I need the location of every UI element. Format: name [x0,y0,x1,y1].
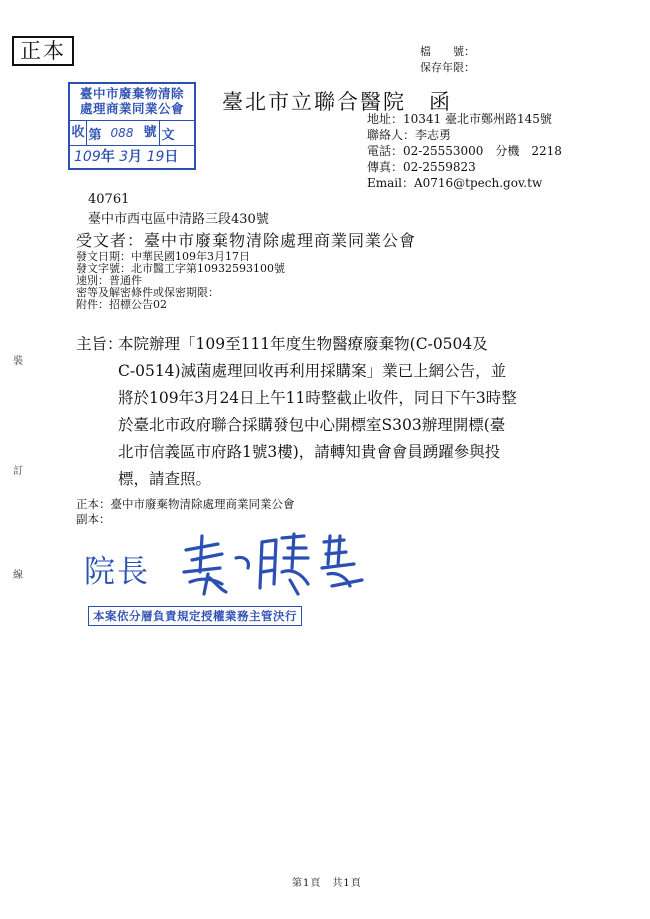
distribution [76,497,295,527]
receipt-stamp [68,82,196,170]
director-signature [178,528,368,600]
recipient-zip: 40761 [88,192,130,207]
delivery-speed: 速別：普通件 [76,274,142,287]
contact-email: Email：A0716@tpech.gov.tw [367,176,543,190]
attachment: 附件：招標公告02 [76,298,167,311]
recipient-address: 臺中市西屯區中清路三段430號 [88,212,269,227]
original-copy-mark: 正本 [12,36,74,66]
document-number: 發文字號：北市醫工字第10932593100號 [76,262,285,275]
authorization-stamp: 本案依分層負責規定授權業務主管決行 [88,606,302,626]
stamp-number: 088 [110,126,134,140]
stamp-month: 3 [119,149,129,165]
subject-line: 本院辦理「109至111年度生物醫療廢棄物(C-0504及 [118,335,488,353]
binding-mark-zhuang: 裝 [13,356,23,367]
subject-line: C-0514)滅菌處理回收再利用採購案」業已上網公告，並 [118,362,507,380]
subject-line: 於臺北市政府聯合採購發包中心開標室S303辦理開標(臺 [118,416,506,434]
contact-phone: 電話：02-25553000 分機 2218 [367,144,562,158]
stamp-hao-label: 號 [141,121,160,145]
subject-label: 主旨： [76,335,123,353]
stamp-month-label: 月 [128,149,143,165]
stamp-org [70,84,194,121]
file-number-label: 檔 號： [420,45,475,58]
stamp-org-line2: 處理商業同業公會 [79,101,184,116]
contact-fax: 傳真：02-2559823 [367,160,476,174]
document-meta [76,251,285,311]
stamp-number-row [70,121,194,146]
issue-date: 發文日期：中華民國109年3月17日 [76,250,250,263]
binding-mark-ding: 訂 [13,466,23,477]
main-recipient: 正本：臺中市廢棄物清除處理商業同業公會 [76,497,295,511]
page-indicator: 第1頁 共1頁 [292,878,362,889]
file-info [420,44,475,76]
recipient-name: 受文者：臺中市廢棄物清除處理商業同業公會 [76,231,417,250]
stamp-no-label: 第 [88,127,102,143]
stamp-org-line1: 臺中市廢棄物清除 [79,86,184,101]
stamp-day-label: 日 [164,149,179,165]
subject-line: 標，請查照。 [118,470,212,488]
stamp-day: 19 [146,149,165,165]
subject-line: 北市信義區市府路1號3樓)，請轉知貴會會員踴躍參與投 [118,443,501,461]
subject-section [76,331,576,493]
stamp-receive-label: 收 [70,121,87,145]
contact-block [367,111,562,191]
subject-line: 將於109年3月24日上午11時整截止收件，同日下午3時整 [118,389,517,407]
stamp-year-label: 年 [100,149,115,165]
stamp-date [70,146,194,169]
contact-address: 地址：10341 臺北市鄭州路145號 [367,112,552,126]
retention-label: 保存年限： [420,61,475,74]
copy-recipient: 副本： [76,512,111,526]
subject-text [118,331,576,493]
confidentiality: 密等及解密條件或保密期限： [76,286,219,299]
binding-mark-xian: 線 [13,570,23,581]
director-title: 院長 [84,554,150,590]
document-title: 臺北市立聯合醫院 函 [222,90,452,114]
contact-person: 聯絡人：李志勇 [367,128,452,142]
stamp-wen-label: 文 [161,127,175,143]
stamp-year: 109 [74,149,101,165]
